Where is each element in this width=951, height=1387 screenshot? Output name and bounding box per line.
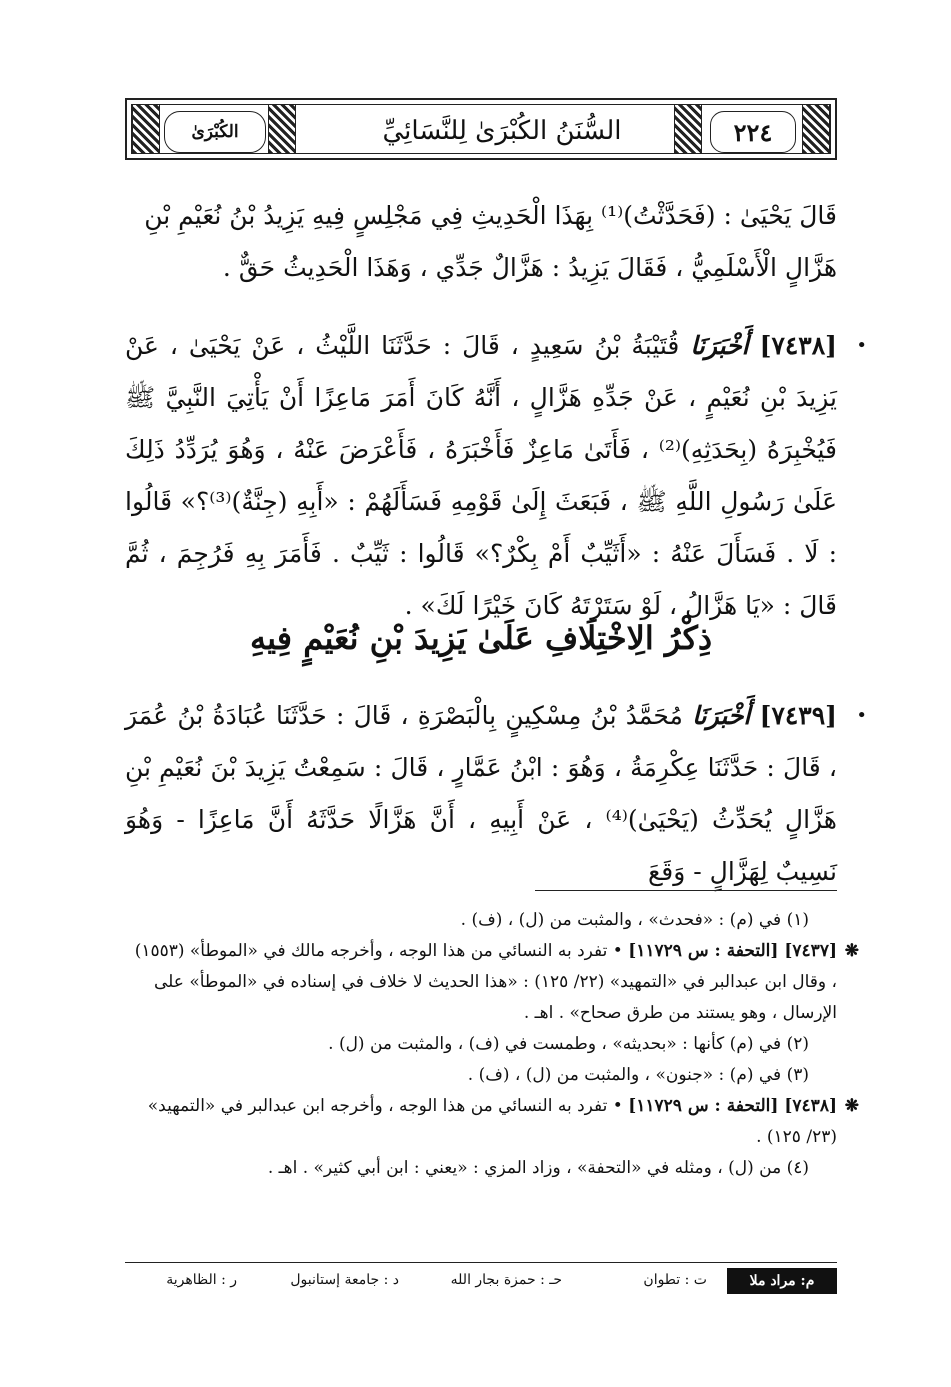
narration-lead: أَخْبَرَنَا — [690, 331, 749, 360]
footnote-separator — [535, 890, 837, 891]
paragraph-continuation — [125, 190, 837, 294]
manuscript-r: ر : الظاهرية — [166, 1272, 237, 1288]
text-line: قَالَ يَحْيَىٰ : (فَحَدَّثْتُ)⁽¹⁾ بِهَذَا الْحَدِيثِ فِي مَجْلِسٍ فِيهِ يَزِيدُ بْنُ نُعَيْمِ بْنِ — [144, 201, 837, 230]
footnote-7437 — [125, 936, 859, 1029]
footnote-3: (٣) في (م) : «جنون» ، والمثبت من (ل) ، (ف) . — [467, 1065, 809, 1085]
ornament-left — [132, 105, 160, 153]
hadith-7438 — [125, 320, 867, 632]
star-marker: ❋ — [844, 941, 859, 961]
manuscript-badge: م: مراد ملا — [727, 1268, 837, 1294]
footnote-text: • تفرد به النسائي من هذا الوجه ، وأخرجه مالك في «الموطأ» (١٥٥٣) ، وقال ابن عبدالبر في «التمهيد» (٢٢/ ١٢٥) : «هذا الحديث لا خلاف في إسناده في «الموطأ» على الإرسال ، وهو يستند من طرق صحاح» . اهـ . — [134, 941, 837, 1023]
bullet-marker: • — [856, 335, 867, 356]
narration-lead: أَخْبَرَنَا — [692, 701, 751, 730]
hadith-text: قُتَيْبَةُ بْنُ سَعِيدٍ ، قَالَ : حَدَّثَنَا اللَّيْثُ ، عَنْ يَحْيَىٰ ، عَنْ يَزِيدَ بْنِ نُعَيْمٍ ، عَنْ جَدِّهِ هَزَّالٍ ، أَنَّهُ كَانَ أَمَرَ مَاعِزًا أَنْ يَأْتِيَ النَّبِيَّ ﷺ فَيُخْبِرَهُ (بِحَدَثِهِ)⁽²⁾ ، فَأَتَىٰ مَاعِزٌ فَأَخْبَرَهُ ، فَأَعْرَضَ عَنْهُ ، وَهُوَ يُرَدِّدُ ذَلِكَ عَلَىٰ رَسُولِ اللَّهِ ﷺ ، فَبَعَثَ إِلَىٰ قَوْمِهِ فَسَأَلَهُمْ : «أَبِهِ (جِنَّةٌ)⁽³⁾؟» قَالُوا : لَا . فَسَأَلَ عَنْهُ : «أَثَيِّبٌ أَمْ بِكْرٌ؟» قَالُوا : ثَيِّبٌ . فَأَمَرَ بِهِ فَرُجِمَ ، ثُمَّ قَالَ : «يَا هَزَّالُ ، لَوْ سَتَرْتَهُ كَانَ خَيْرًا لَكَ» . — [125, 331, 837, 620]
hadith-text: مُحَمَّدُ بْنُ مِسْكِينٍ بِالْبَصْرَةِ ، قَالَ : حَدَّثَنَا عُبَادَةُ بْنُ عُمَرَ ، قَالَ : حَدَّثَنَا عِكْرِمَةُ ، وَهُوَ : ابْنُ عَمَّارٍ ، قَالَ : سَمِعْتُ يَزِيدَ بْنَ نُعَيْمِ بْنِ هَزَّالٍ يُحَدِّثُ (يَحْيَىٰ)⁽⁴⁾ ، عَنْ أَبِيهِ ، أَنَّ هَزَّالًا حَدَّثَهُ أَنَّ مَاعِزًا - وَهُوَ نَسِيبٌ لِهَزَّالٍ - وَقَعَ — [125, 701, 837, 886]
footnote-4: (٤) من (ل) ، ومثله في «التحفة» ، وزاد المزي : «يعني : ابن أبي كثير» . اهـ . — [267, 1158, 809, 1178]
header-frame — [131, 104, 831, 154]
manuscript-key — [125, 1264, 837, 1300]
footnote-2: (٢) في (م) كأنها : «بحديثه» ، وطمست في (ف) ، والمثبت من (ل) . — [328, 1034, 809, 1054]
text-line: هَزَّالٍ الْأَسْلَمِيُّ ، فَقَالَ يَزِيدُ : هَزَّالٌ جَدِّي ، وَهَذَا الْحَدِيثُ حَقٌّ . — [222, 253, 837, 282]
manuscript-d: د : جامعة إستانبول — [290, 1272, 399, 1288]
page-number: ٢٢٤ — [710, 111, 796, 153]
footnotes — [125, 905, 859, 1184]
bottom-rule — [125, 1262, 837, 1263]
footnote-text: • تفرد به النسائي من هذا الوجه ، وأخرجه ابن عبدالبر في «التمهيد» (٢٣/ ١٢٥) . — [147, 1096, 837, 1147]
running-header — [125, 98, 837, 160]
ornament-right-inner — [674, 105, 702, 153]
manuscript-h: حـ : حمزة بجار الله — [450, 1272, 562, 1288]
book-title: السُّنَنُ الكُبْرَىٰ لِلنَّسَائِيِّ — [382, 116, 622, 146]
footnote-7438 — [125, 1091, 859, 1153]
series-logo: الكُبْرَىٰ — [164, 111, 266, 153]
footnote-tag: [٧٤٣٧] [التحفة : س ١١٧٢٩] — [628, 941, 837, 961]
hadith-7439 — [125, 690, 867, 898]
footnote-tag: [٧٤٣٨] [التحفة : س ١١٧٢٩] — [628, 1096, 837, 1116]
section-title: ذِكْرُ الِاخْتِلَافِ عَلَىٰ يَزِيدَ بْنِ نُعَيْمٍ فِيهِ — [249, 619, 713, 657]
hadith-number: [٧٤٣٩] — [759, 701, 837, 730]
ornament-left-inner — [268, 105, 296, 153]
footnote-1: (١) في (م) : «فحدث» ، والمثبت من (ل) ، (ف) . — [460, 910, 809, 930]
hadith-number: [٧٤٣٨] — [759, 331, 837, 360]
manuscript-t: ت : تطوان — [643, 1272, 707, 1288]
bullet-marker: • — [856, 705, 867, 726]
ornament-right — [802, 105, 830, 153]
star-marker: ❋ — [844, 1096, 859, 1116]
